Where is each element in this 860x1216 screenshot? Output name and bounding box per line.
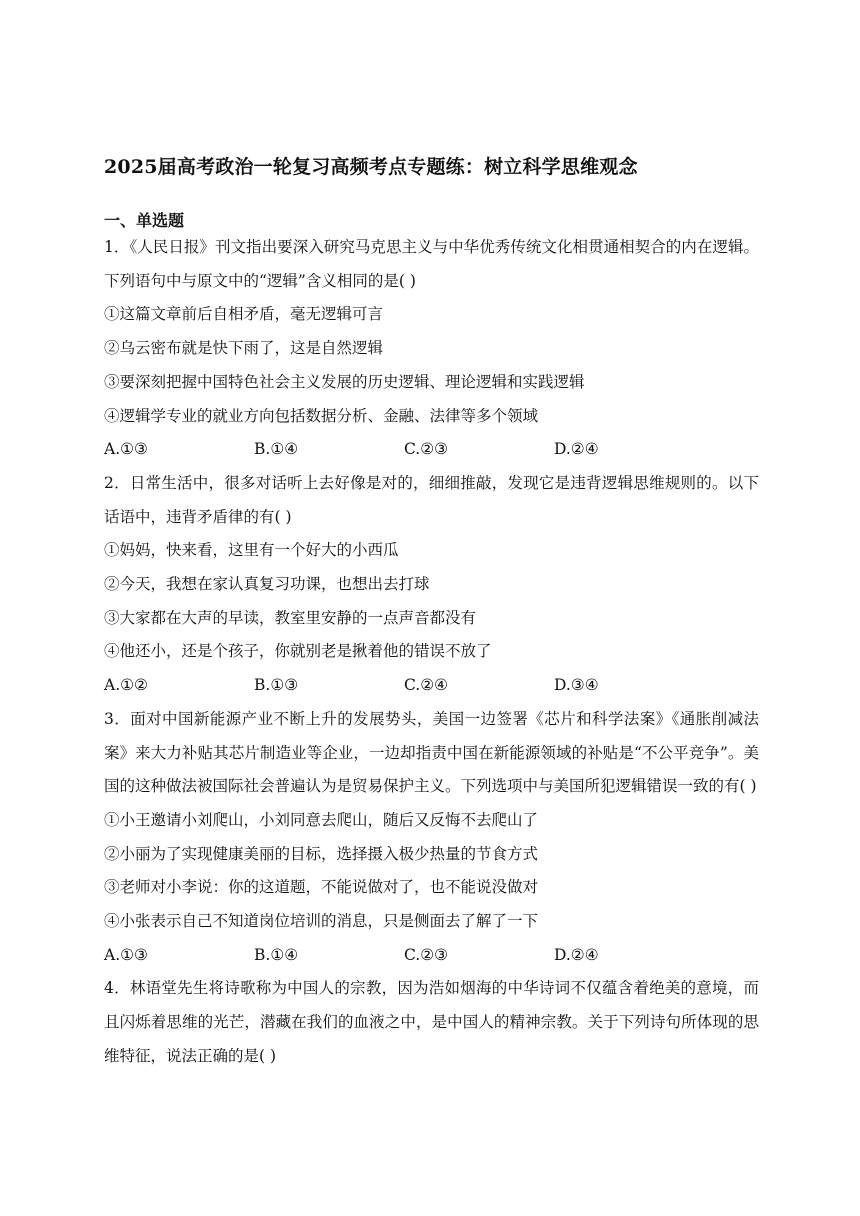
statement-item: ③要深刻把握中国特色社会主义发展的历史逻辑、理论逻辑和实践逻辑	[104, 372, 585, 391]
document-title: 2025届高考政治一轮复习高频考点专题练：树立科学思维观念	[104, 156, 638, 178]
question-stem: 1．《人民日报》刊文指出要深入研究马克思主义与中华优秀传统文化相贯通相契合的内在逻辑。下列语句中与原文中的“逻辑”含义相同的是( )	[104, 238, 759, 290]
statement-item: ④小张表示自己不知道岗位培训的消息，只是侧面去了解了一下	[104, 912, 539, 931]
statement-item: ①妈妈，快来看，这里有一个好大的小西瓜	[104, 541, 399, 560]
answer-option-d[interactable]: D.③④	[554, 676, 599, 695]
answer-option-a[interactable]: A.①③	[104, 440, 148, 459]
answer-option-d[interactable]: D.②④	[554, 945, 599, 964]
question-list	[104, 231, 759, 1074]
statement-item: ①这篇文章前后自相矛盾，毫无逻辑可言	[104, 305, 384, 324]
section-heading: 一、单选题	[104, 211, 185, 230]
answer-option-d[interactable]: D.②④	[554, 440, 599, 459]
question-1	[104, 231, 759, 467]
answer-option-b[interactable]: B.①③	[254, 676, 299, 695]
statement-item: ②乌云密布就是快下雨了，这是自然逻辑	[104, 339, 384, 358]
question-4	[104, 972, 759, 1073]
statement-item: ②小丽为了实现健康美丽的目标，选择摄入极少热量的节食方式	[104, 844, 539, 863]
statement-item: ②今天，我想在家认真复习功课，也想出去打球	[104, 575, 430, 594]
question-stem: 3．面对中国新能源产业不断上升的发展势头，美国一边签署《芯片和科学法案》《通胀削减法案》来大力补贴其芯片制造业等企业，一边却指责中国在新能源领域的补贴是“不公平竞争”。美国的这种做法被国际社会普遍认为是贸易保护主义。下列选项中与美国所犯逻辑错误一致的有( )	[104, 709, 759, 796]
question-stem: 4．林语堂先生将诗歌称为中国人的宗教，因为浩如烟海的中华诗词不仅蕴含着绝美的意境，而且闪烁着思维的光芒，潜藏在我们的血液之中，是中国人的精神宗教。关于下列诗句所体现的思维特征，说法正确的是( )	[104, 979, 759, 1065]
statement-item: ④他还小，还是个孩子，你就别老是揪着他的错误不放了	[104, 642, 492, 661]
question-2	[104, 467, 759, 703]
answer-option-c[interactable]: C.②④	[404, 676, 449, 695]
statement-item: ③老师对小李说：你的这道题，不能说做对了，也不能说没做对	[104, 878, 539, 897]
answer-option-b[interactable]: B.①④	[254, 440, 299, 459]
statement-item: ①小王邀请小刘爬山，小刘同意去爬山，随后又反悔不去爬山了	[104, 810, 539, 829]
answer-options	[104, 433, 759, 467]
question-stem: 2．日常生活中，很多对话听上去好像是对的，细细推敲，发现它是违背逻辑思维规则的。以下话语中，违背矛盾律的有( )	[104, 473, 759, 526]
answer-options	[104, 669, 759, 703]
answer-option-c[interactable]: C.②③	[404, 945, 449, 964]
question-3	[104, 703, 759, 973]
answer-option-a[interactable]: A.①②	[104, 676, 148, 695]
statement-item: ③大家都在大声的早读，教室里安静的一点声音都没有	[104, 608, 477, 627]
answer-options	[104, 939, 759, 973]
answer-option-c[interactable]: C.②③	[404, 440, 449, 459]
answer-option-b[interactable]: B.①④	[254, 945, 299, 964]
answer-option-a[interactable]: A.①③	[104, 945, 148, 964]
statement-item: ④逻辑学专业的就业方向包括数据分析、金融、法律等多个领域	[104, 406, 539, 425]
